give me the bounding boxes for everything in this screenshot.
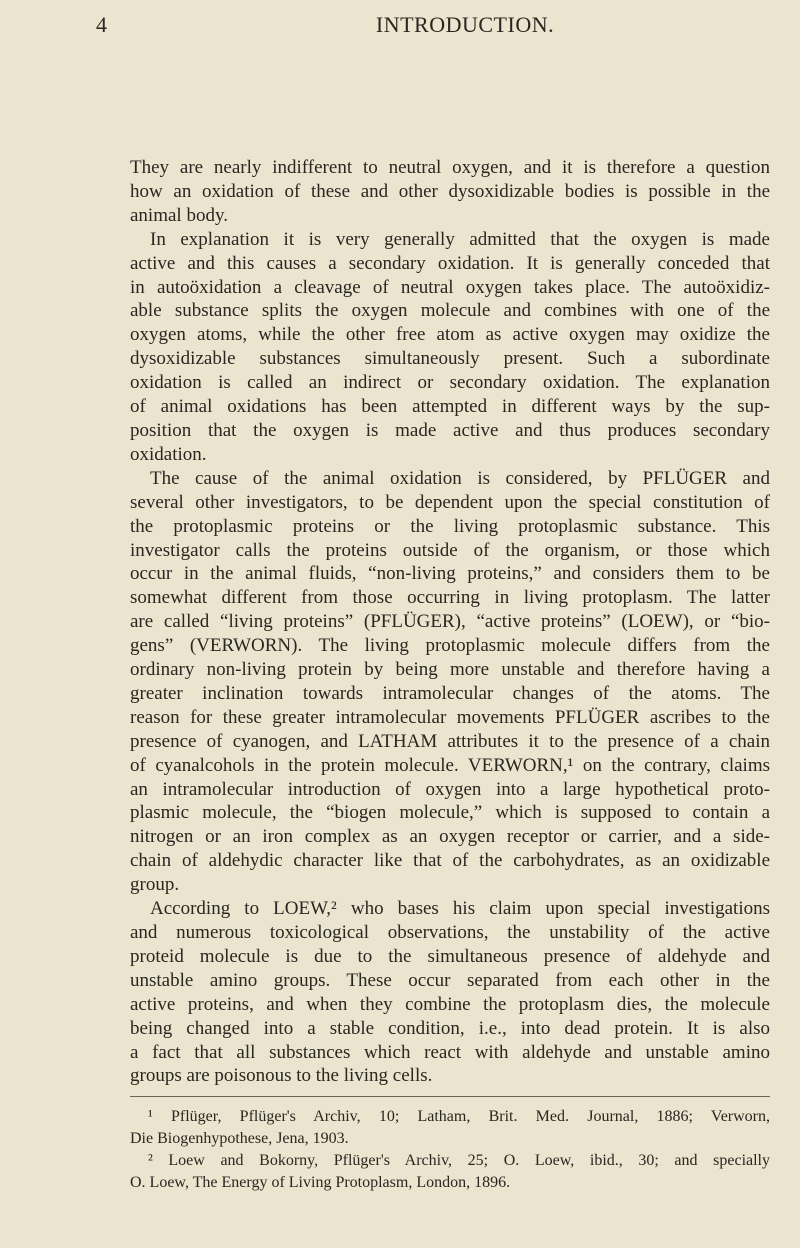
text-line: The cause of the animal oxidation is considered, by PFLÜGER and — [150, 467, 770, 489]
text-line: position that the oxygen is made active and thus produces secondary — [130, 419, 770, 441]
text-line: the protoplasmic proteins or the living protoplasmic substance. This — [130, 515, 770, 537]
body-text — [130, 156, 770, 1088]
footnote-line: ² Loew and Bokorny, Pflüger's Archiv, 25; O. Loew, ibid., 30; and specially — [148, 1152, 770, 1169]
text-line: oxidation is called an indirect or secondary oxidation. The explanation — [130, 372, 770, 394]
text-line: reason for these greater intramolecular movements PFLÜGER ascribes to the — [130, 706, 770, 728]
text-line: group. — [130, 874, 180, 896]
text-line: unstable amino groups. These occur separated from each other in the — [130, 969, 770, 991]
text-line: a fact that all substances which react with aldehyde and unstable amino — [130, 1041, 770, 1063]
text-line: ordinary non-living protein by being more unstable and therefore having a — [130, 659, 770, 681]
text-line: being changed into a stable condition, i.e., into dead protein. It is also — [130, 1017, 770, 1039]
running-head: INTRODUCTION. — [375, 12, 555, 37]
text-line: plasmic molecule, the “biogen molecule,” which is supposed to contain a — [130, 802, 770, 824]
text-line: of animal oxidations has been attempted in different ways by the sup- — [130, 396, 770, 418]
footnote-divider — [130, 1096, 770, 1097]
text-line: active proteins, and when they combine the protoplasm dies, the molecule — [130, 993, 770, 1015]
text-line: able substance splits the oxygen molecule and combines with one of the — [130, 300, 770, 322]
text-line: greater inclination towards intramolecular changes of the atoms. The — [130, 682, 770, 704]
text-line: several other investigators, to be dependent upon the special constitution of — [130, 491, 770, 513]
text-line: occur in the animal fluids, “non-living proteins,” and considers them to be — [130, 563, 770, 585]
text-line: In explanation it is very generally admitted that the oxygen is made — [150, 228, 770, 250]
text-line: oxidation. — [130, 443, 207, 465]
text-line: animal body. — [130, 204, 228, 226]
text-line: of cyanalcohols in the protein molecule. VERWORN,¹ on the contrary, claims — [130, 754, 770, 776]
text-line: presence of cyanogen, and LATHAM attributes it to the presence of a chain — [130, 730, 770, 752]
text-line: investigator calls the proteins outside of the organism, or those which — [130, 539, 770, 561]
footnote-line: ¹ Pflüger, Pflüger's Archiv, 10; Latham, Brit. Med. Journal, 1886; Verworn, — [148, 1108, 770, 1125]
text-line: oxygen atoms, while the other free atom as active oxygen may oxidize the — [130, 324, 770, 346]
text-line: chain of aldehydic character like that of the carbohydrates, as an oxidizable — [130, 850, 770, 872]
text-line: how an oxidation of these and other dysoxidizable bodies is possible in the — [130, 180, 770, 202]
footnote-line: Die Biogenhypothese, Jena, 1903. — [130, 1130, 349, 1147]
footnotes — [130, 1106, 770, 1194]
page-number: 4 — [96, 12, 107, 37]
text-line: active and this causes a secondary oxidation. It is generally conceded that — [130, 252, 770, 274]
text-line: and numerous toxicological observations, the unstability of the active — [130, 922, 770, 943]
text-line: proteid molecule is due to the simultaneous presence of aldehyde and — [130, 945, 770, 967]
text-line: gens” (VERWORN). The living protoplasmic molecule differs from the — [130, 635, 770, 657]
text-line: They are nearly indifferent to neutral oxygen, and it is therefore a question — [130, 157, 770, 178]
text-line: somewhat different from those occurring in living protoplasm. The latter — [130, 587, 770, 609]
text-line: According to LOEW,² who bases his claim upon special investigations — [150, 898, 770, 920]
text-line: dysoxidizable substances simultaneously present. Such a subordinate — [130, 348, 770, 370]
text-line: are called “living proteins” (PFLÜGER), “active proteins” (LOEW), or “bio- — [130, 611, 770, 633]
footnote-line: O. Loew, The Energy of Living Protoplasm, London, 1896. — [130, 1174, 511, 1191]
text-line: in autoöxidation a cleavage of neutral oxygen takes place. The autoöxidiz- — [130, 276, 770, 298]
text-line: groups are poisonous to the living cells. — [130, 1065, 433, 1087]
text-line: nitrogen or an iron complex as an oxygen receptor or carrier, and a side- — [130, 826, 770, 848]
text-line: an intramolecular introduction of oxygen into a large hypothetical proto- — [130, 778, 770, 800]
